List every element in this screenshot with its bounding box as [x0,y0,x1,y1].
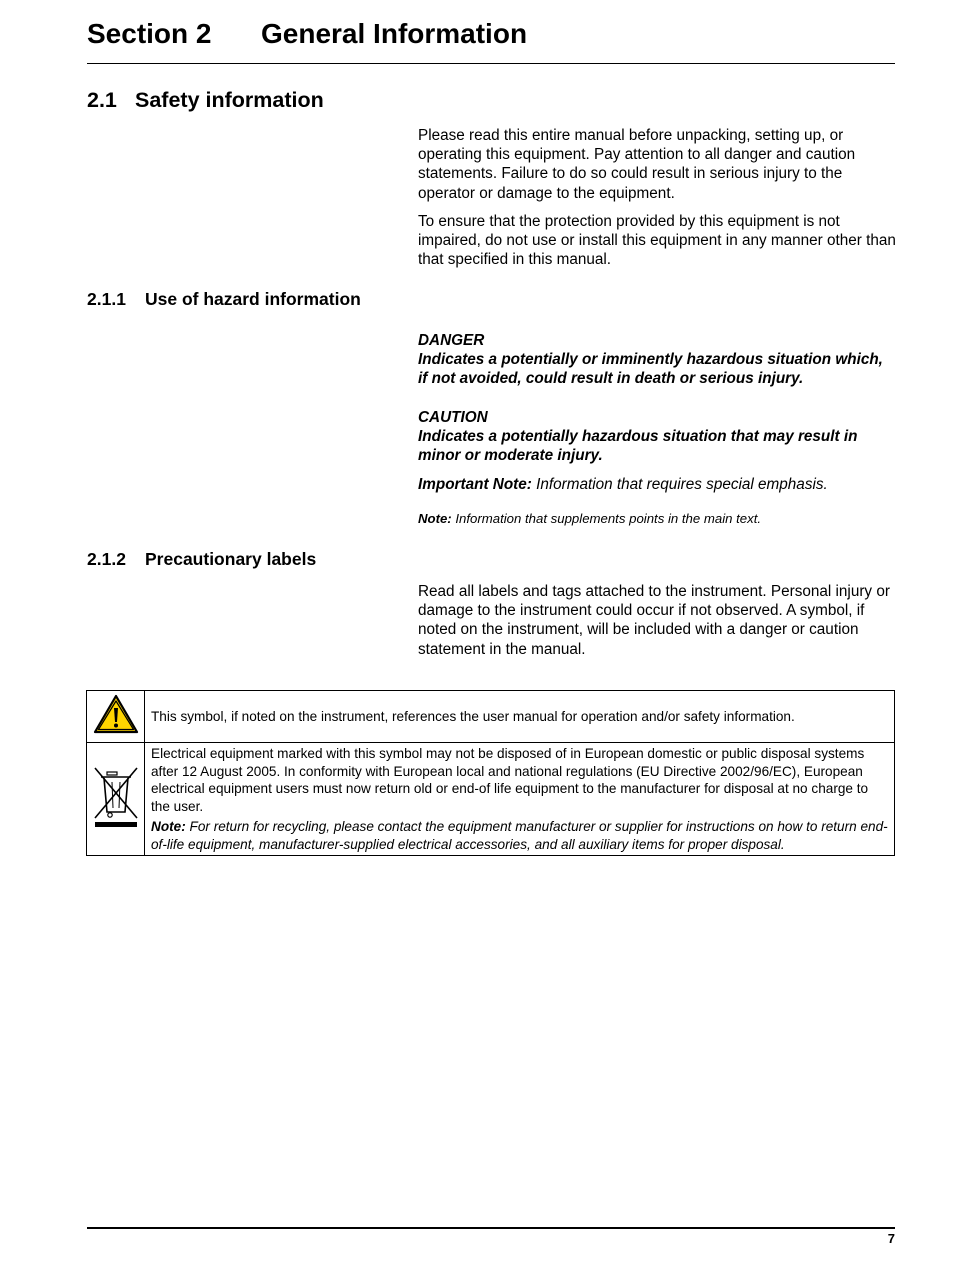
note-text: Information that supplements points in the main text. [455,511,762,527]
weee-description [145,743,895,856]
important-note-text: Information that requires special emphasis. [536,476,828,494]
danger-label: DANGER [418,332,485,349]
note [418,509,896,528]
caution-text: Indicates a potentially hazardous situation that may result in minor or moderate injury. [418,427,858,465]
safety-paragraph-2: To ensure that the protection provided by this equipment is not impaired, do not use or install this equipment in any manner other than that specified in this manual. [418,212,896,269]
hazard-title: Use of hazard information [145,289,361,309]
warning-description: This symbol, if noted on the instrument, references the user manual for operation and/or safety information. [145,691,895,743]
labels-heading [87,549,316,570]
safety-body [418,126,896,269]
danger-text: Indicates a potentially or imminently hazardous situation which, if not avoided, could result in death or serious injury. [418,351,883,388]
safety-heading [87,88,324,113]
note-label: Note: [418,511,452,527]
warning-triangle-icon [93,694,139,734]
section-number: Section 2 [87,18,212,49]
important-note [418,475,896,494]
hazard-body [418,331,896,529]
precautionary-labels-table [86,690,895,856]
caution-label: CAUTION [418,408,488,426]
weee-text: Electrical equipment marked with this symbol may not be disposed of in European domestic or public disposal systems after 12 August 2005. In conformity with European local and national regulations (EU Directive 2002/96/EC), European electrical equipment users must now return old or end-of life equipment to the manufacturer for disposal at no charge to the user. [151,746,869,814]
weee-note [151,818,889,853]
important-note-label: Important Note: [418,476,532,494]
labels-body [418,582,896,659]
table-row [87,743,895,856]
page-number: 7 [887,1231,895,1246]
hazard-number: 2.1.1 [87,289,126,309]
labels-number: 2.1.2 [87,549,126,569]
safety-paragraph-1: Please read this entire manual before unpacking, setting up, or operating this equipment. Pay attention to all danger and caution statements. Failure to do so could result in serious injury to the operator or damage to the equipment. [418,127,856,202]
labels-title: Precautionary labels [145,549,317,569]
section-heading [87,18,527,50]
safety-number: 2.1 [87,88,117,112]
labels-paragraph: Read all labels and tags attached to the instrument. Personal injury or damage to the instrument could occur if not observed. A symbol, if noted on the instrument, will be included with a danger or caution statement in the manual. [418,583,890,658]
footer-rule [87,1227,895,1229]
warning-icon-cell [87,691,145,743]
section-title: General Information [261,18,528,49]
safety-title: Safety information [135,88,324,112]
weee-note-label: Note: [151,819,186,834]
crossed-bin-weee-icon [92,764,140,830]
weee-note-text: For return for recycling, please contact the equipment manufacturer or supplier for instructions on how to return end-of-life equipment, manufacturer-supplied electrical accessories, and all auxiliary items for proper disposal. [151,819,888,852]
weee-icon-cell [87,743,145,856]
header-rule [87,63,895,64]
hazard-heading [87,289,361,310]
table-row [87,691,895,743]
